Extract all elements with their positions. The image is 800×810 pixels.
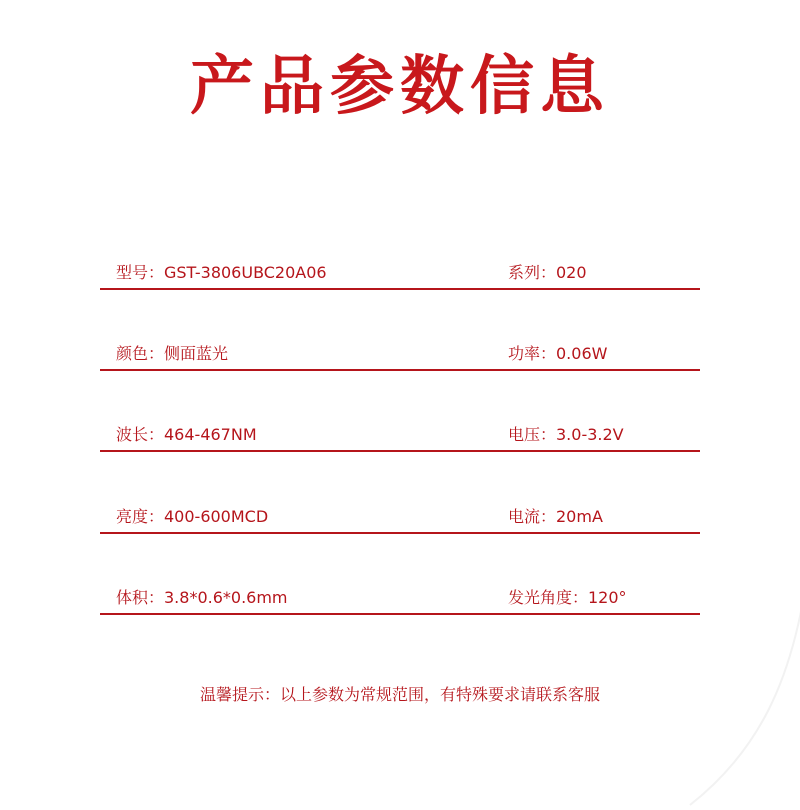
spec-row-model bbox=[100, 262, 700, 290]
spec-color: 颜色：侧面蓝光 bbox=[116, 344, 229, 363]
spec-row-color bbox=[100, 343, 700, 371]
spec-voltage: 电压：3.0-3.2V bbox=[508, 425, 624, 444]
spec-row-wavelength bbox=[100, 424, 700, 452]
spec-row-size bbox=[100, 587, 700, 615]
spec-model: 型号：GST-3806UBC20A06 bbox=[116, 263, 327, 282]
footer-note: 温馨提示：以上参数为常规范围，有特殊要求请联系客服 bbox=[199, 685, 600, 704]
spec-power: 功率：0.06W bbox=[508, 344, 608, 363]
page-title: 产品参数信息 bbox=[190, 50, 610, 124]
spec-brightness: 亮度：400-600MCD bbox=[116, 507, 269, 526]
spec-angle: 发光角度：120° bbox=[508, 588, 627, 607]
spec-wavelength: 波长：464-467NM bbox=[116, 425, 257, 444]
spec-current: 电流：20mA bbox=[508, 507, 603, 526]
decorative-arc bbox=[680, 590, 800, 810]
spec-series: 系列：020 bbox=[508, 263, 587, 282]
spec-size: 体积：3.8*0.6*0.6mm bbox=[116, 588, 288, 607]
spec-row-brightness bbox=[100, 506, 700, 534]
